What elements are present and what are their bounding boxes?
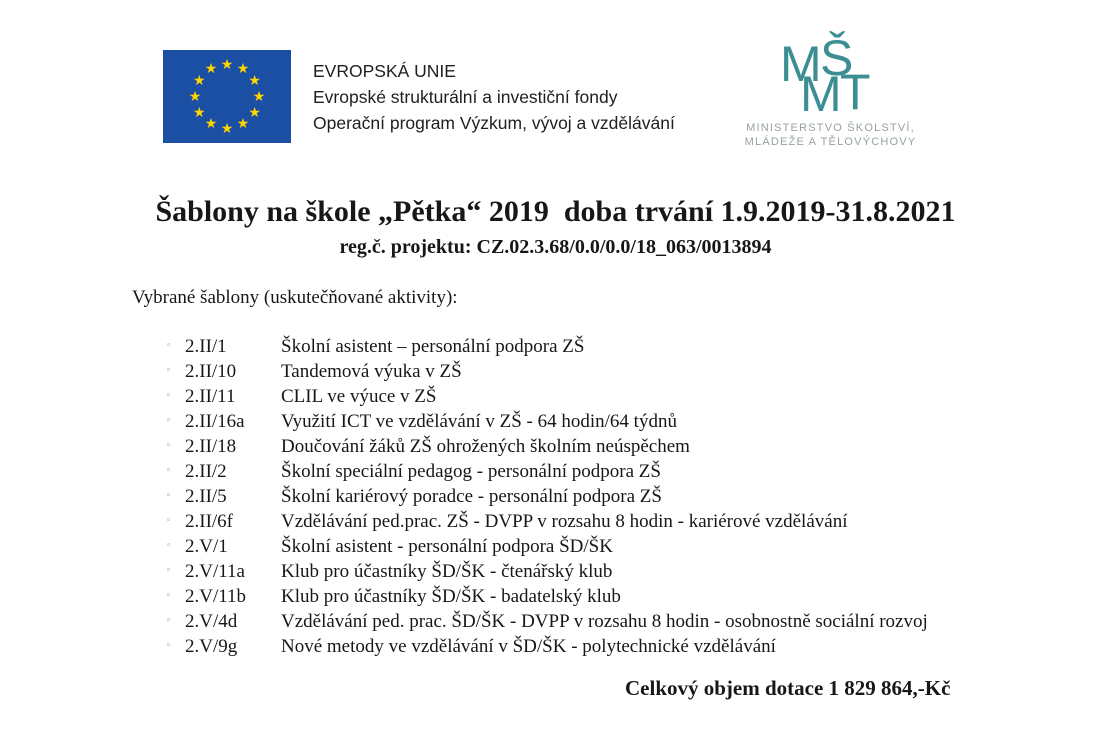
item-code: 2.II/16a xyxy=(185,411,245,432)
item-label: Školní kariérový poradce - personální podpora ZŠ xyxy=(281,486,662,507)
list-item xyxy=(166,584,1066,609)
list-item xyxy=(166,484,1066,509)
item-code: 2.II/18 xyxy=(185,436,237,457)
star-icon: ★ xyxy=(204,60,218,77)
template-list xyxy=(166,334,1066,659)
item-bullet-icon: ◦ xyxy=(166,466,172,476)
list-item xyxy=(166,434,1066,459)
item-label: Tandemová výuka v ZŠ xyxy=(281,361,462,382)
item-bullet-icon: ◦ xyxy=(166,541,172,551)
star-icon: ★ xyxy=(204,116,218,133)
msmt-letter: Š xyxy=(820,30,854,86)
msmt-letter: M xyxy=(800,66,842,122)
item-label: CLIL ve výuce v ZŠ xyxy=(281,386,437,407)
item-code: 2.II/1 xyxy=(185,336,227,357)
total-amount: Celkový objem dotace 1 829 864,-Kč xyxy=(625,676,951,700)
item-bullet-icon: ◦ xyxy=(166,616,172,626)
item-code: 2.II/5 xyxy=(185,486,227,507)
item-label: Klub pro účastníky ŠD/ŠK - čtenářský klub xyxy=(281,561,613,582)
star-icon: ★ xyxy=(248,72,261,89)
item-bullet-icon: ◦ xyxy=(166,391,172,401)
list-item xyxy=(166,384,1066,409)
item-bullet-icon: ◦ xyxy=(166,516,172,526)
star-icon: ★ xyxy=(220,56,234,73)
item-label: Školní speciální pedagog - personální podpora ZŠ xyxy=(281,461,661,482)
list-item xyxy=(166,634,1066,659)
item-code: 2.II/11 xyxy=(185,386,236,407)
item-label: Doučování žáků ZŠ ohrožených školním neúspěchem xyxy=(281,436,690,457)
star-icon: ★ xyxy=(236,116,250,133)
item-code: 2.V/4d xyxy=(185,611,238,632)
item-code: 2.II/6f xyxy=(185,511,234,532)
list-item xyxy=(166,459,1066,484)
item-label: Školní asistent – personální podpora ZŠ xyxy=(281,336,585,357)
list-item xyxy=(166,609,1066,634)
item-label: Vzdělávání ped. prac. ŠD/ŠK - DVPP v rozsahu 8 hodin - osobnostně sociální rozvoj xyxy=(281,611,928,632)
item-code: 2.II/2 xyxy=(185,461,227,482)
eu-text-line-2: Evropské strukturální a investiční fondy xyxy=(313,87,618,107)
msmt-letter: T xyxy=(840,64,871,120)
msmt-logo xyxy=(728,30,933,149)
list-item xyxy=(166,534,1066,559)
item-code: 2.V/11b xyxy=(185,586,247,607)
star-icon: ★ xyxy=(220,120,234,137)
star-icon: ★ xyxy=(252,88,266,105)
item-bullet-icon: ◦ xyxy=(166,566,172,576)
msmt-letter: M xyxy=(780,36,822,92)
star-icon: ★ xyxy=(236,60,250,77)
eu-flag xyxy=(163,50,291,143)
star-icon: ★ xyxy=(193,104,206,121)
item-code: 2.V/9g xyxy=(185,636,238,657)
list-item xyxy=(166,559,1066,584)
ministry-line-1: MINISTERSTVO ŠKOLSTVÍ, xyxy=(746,122,915,134)
item-label: Vzdělávání ped.prac. ZŠ - DVPP v rozsahu 8 hodin - kariérové vzdělávání xyxy=(281,511,848,532)
item-bullet-icon: ◦ xyxy=(166,491,172,501)
list-item xyxy=(166,509,1066,534)
item-bullet-icon: ◦ xyxy=(166,441,172,451)
item-bullet-icon: ◦ xyxy=(166,591,172,601)
eu-text-line-1: EVROPSKÁ UNIE xyxy=(313,61,456,81)
intro-text: Vybrané šablony (uskutečňované aktivity): xyxy=(132,287,458,308)
eu-logo-text xyxy=(313,58,675,136)
item-bullet-icon: ◦ xyxy=(166,366,172,376)
list-item xyxy=(166,409,1066,434)
item-bullet-icon: ◦ xyxy=(166,341,172,351)
project-reg-number: reg.č. projektu: CZ.02.3.68/0.0/0.0/18_063/0013894 xyxy=(339,236,772,258)
star-icon: ★ xyxy=(248,104,261,121)
eu-text-line-3: Operační program Výzkum, vývoj a vzdělávání xyxy=(313,113,675,133)
item-bullet-icon: ◦ xyxy=(166,416,172,426)
item-label: Školní asistent - personální podpora ŠD/ŠK xyxy=(281,536,613,557)
star-icon: ★ xyxy=(188,88,202,105)
msmt-monogram-icon xyxy=(778,30,888,122)
item-code: 2.II/10 xyxy=(185,361,237,382)
item-code: 2.V/1 xyxy=(185,536,228,557)
page-title: Šablony na škole „Pětka“ 2019 doba trvání 1.9.2019-31.8.2021 xyxy=(155,195,956,228)
item-bullet-icon: ◦ xyxy=(166,641,172,651)
star-icon: ★ xyxy=(193,72,206,89)
item-label: Nové metody ve vzdělávání v ŠD/ŠK - polytechnické vzdělávání xyxy=(281,636,776,657)
ministry-caption xyxy=(728,121,933,149)
list-item xyxy=(166,334,1066,359)
item-label: Využití ICT ve vzdělávání v ZŠ - 64 hodin/64 týdnů xyxy=(281,411,677,432)
ministry-line-2: MLÁDEŽE A TĚLOVÝCHOVY xyxy=(744,136,917,148)
item-label: Klub pro účastníky ŠD/ŠK - badatelský klub xyxy=(281,586,621,607)
item-code: 2.V/11a xyxy=(185,561,245,582)
list-item xyxy=(166,359,1066,384)
